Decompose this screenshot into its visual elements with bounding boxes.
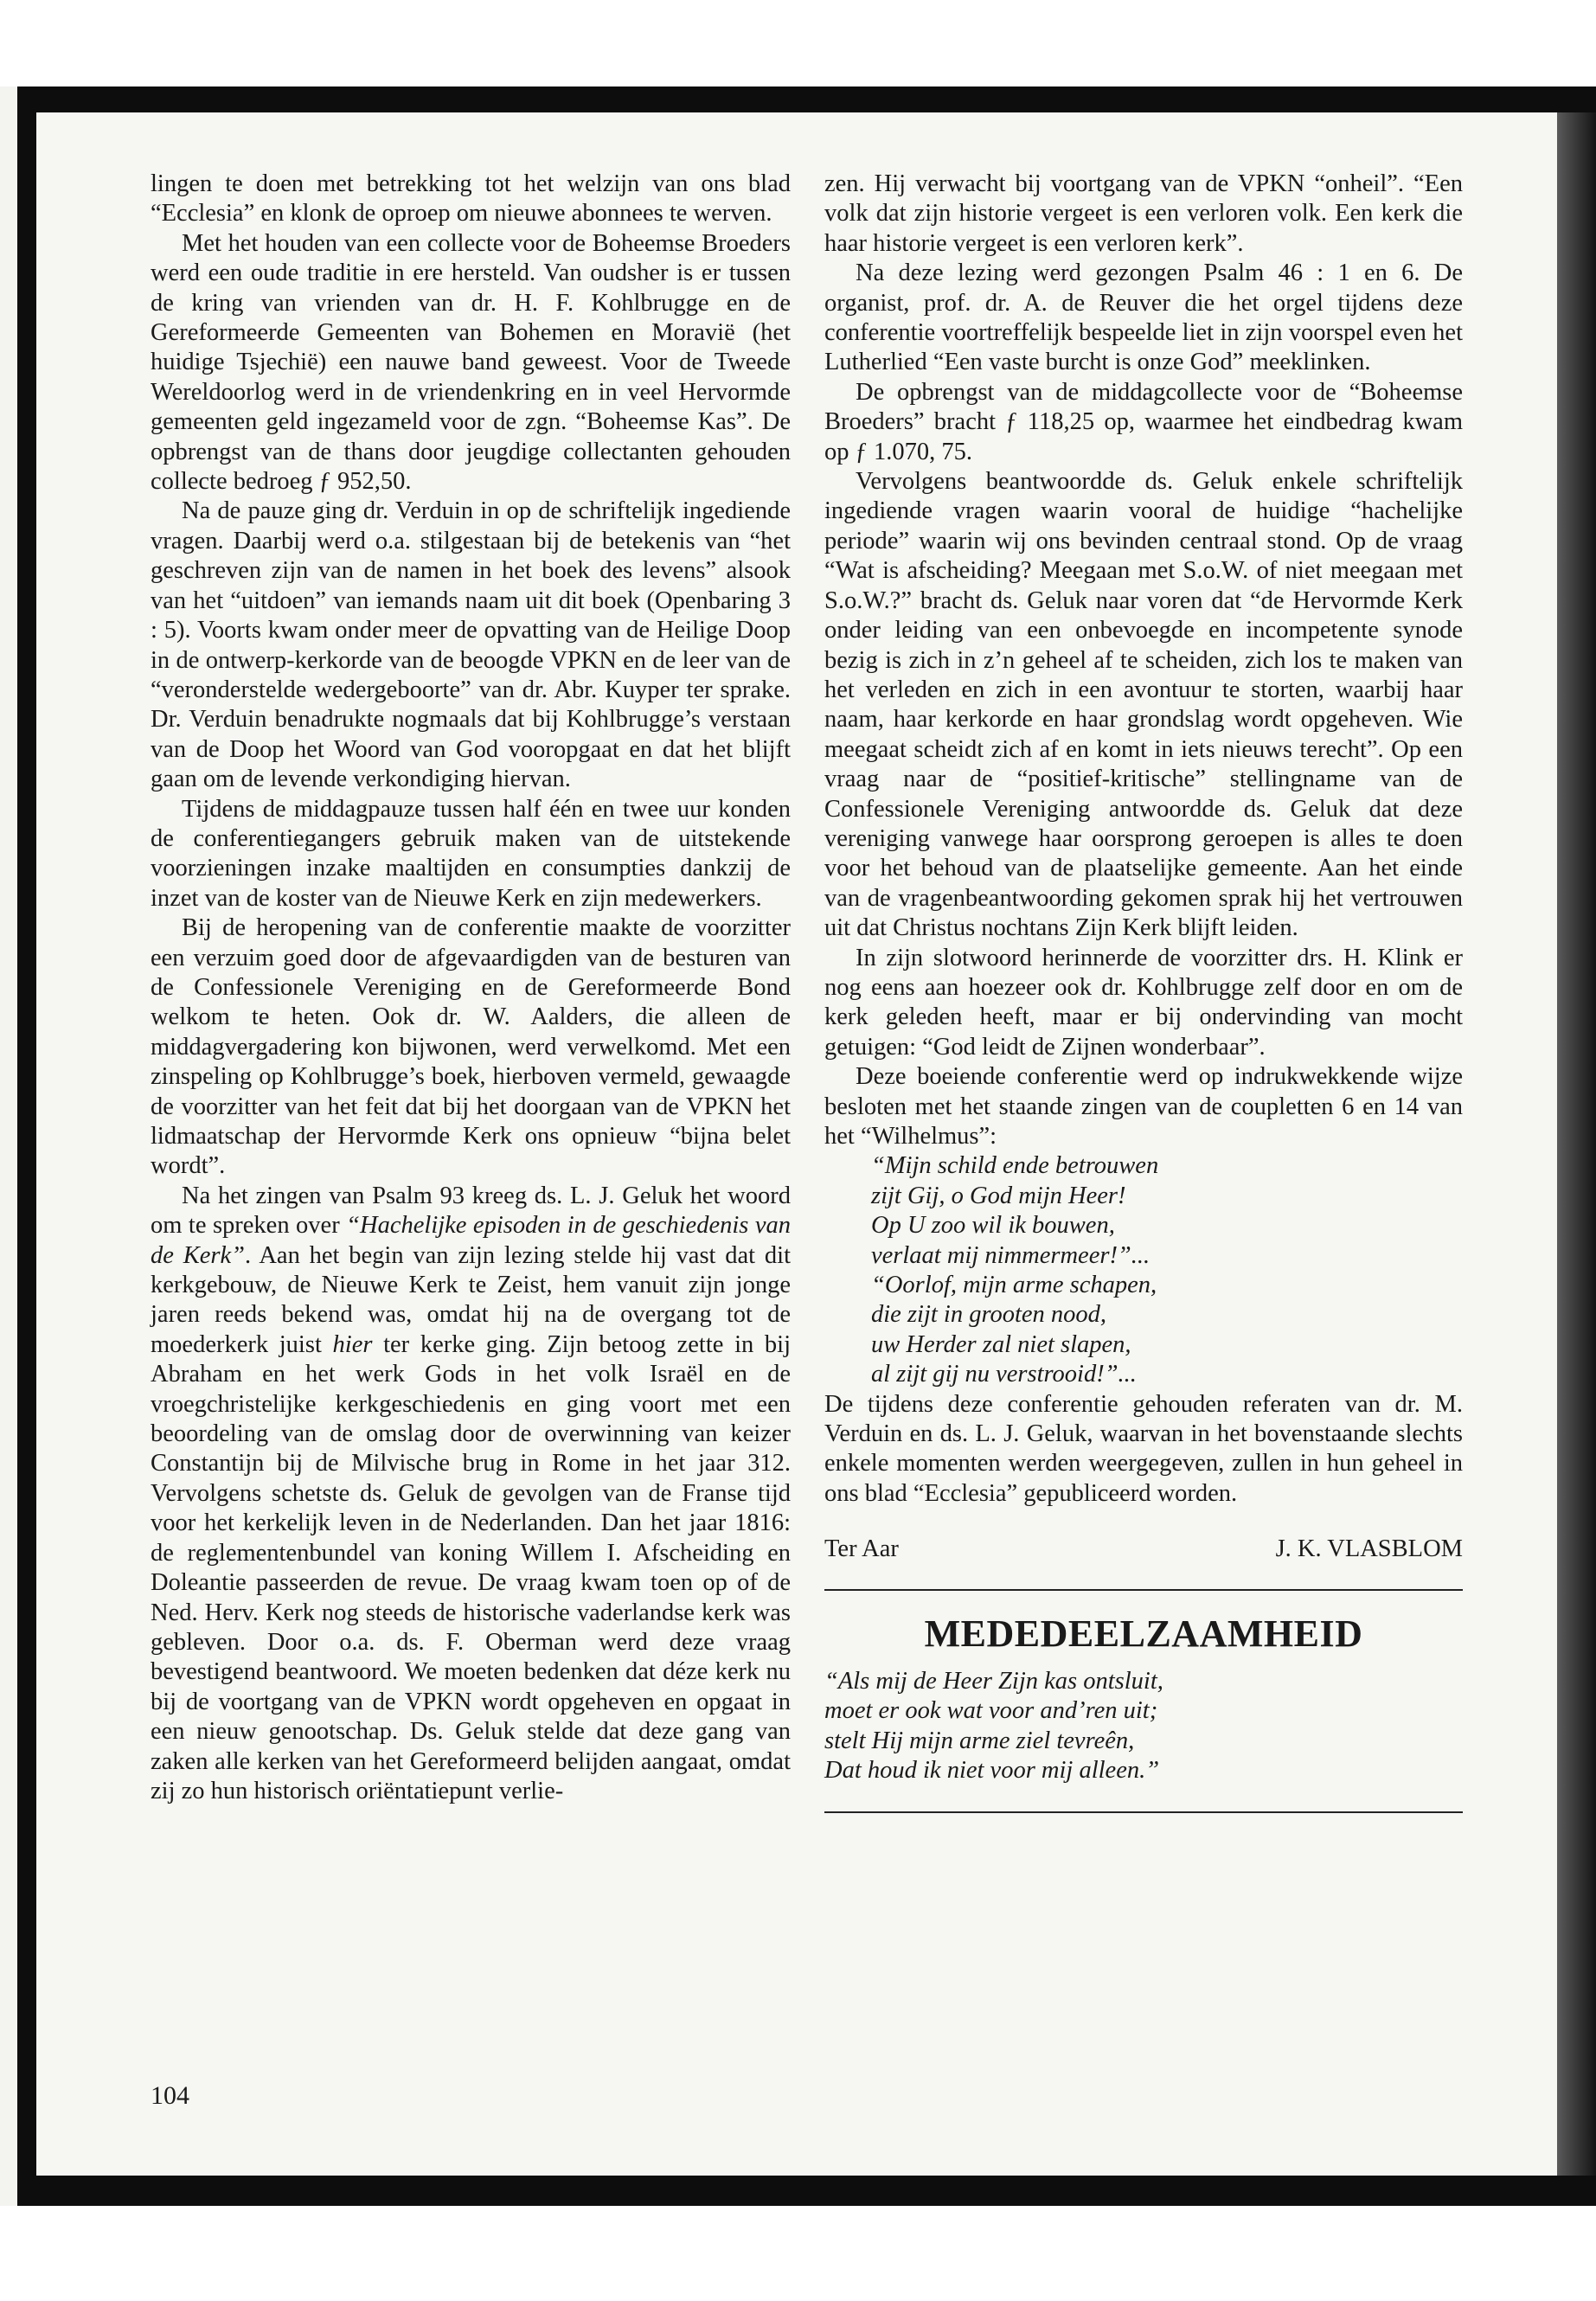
divider-top <box>824 1589 1463 1591</box>
paragraph: Deze boeiende conferentie werd op indrukwekkende wijze besloten met het staande zingen van de coupletten 6 en 14 van het “Wilhelmus”: <box>824 1063 1463 1150</box>
signature-author: J. K. VLASBLOM <box>1275 1535 1463 1563</box>
announcement-title: MEDEDEELZAAMHEID <box>924 1612 1363 1655</box>
paragraph: Bij de heropening van de conferentie maakte de voorzitter een verzuim goed door de afgevaardigden van de besturen van de Confessionele Vereniging en de Gereformeerde Bond welkom te heten. Ook dr. W. Aalders, die alleen de middagvergadering kon bijwonen, werd verwelkomd. Met een zinspeling op Kohlbrugge’s boek, hierboven vermeld, gewaagde de voorzitter van het feit dat bij het doorgaan van de VPKN het lidmaatschap der Hervormde Kerk ons opnieuw “bijna belet wordt”. <box>151 914 791 1180</box>
text-run: Na het zingen van Psalm 93 kreeg ds. L. J. Geluk het woord om te spreken over <box>151 1182 791 1240</box>
announcement-poem <box>824 1667 1463 1786</box>
closing-paragraph: De tijdens deze conferentie gehouden referaten van dr. M. Verduin en ds. L. J. Geluk, waarvan in het bovenstaande slechts enkele momenten werden weergegeven, zullen in hun geheel in ons blad “Ecclesia” gepubliceerd worden. <box>824 1390 1463 1507</box>
scan-frame-right <box>1557 112 1596 2206</box>
scan-frame-left <box>17 87 36 2206</box>
poem-line: verlaat mij nimmermeer!”... <box>871 1241 1151 1269</box>
paragraph <box>151 1182 791 1807</box>
poem-line: uw Herder zal niet slapen, <box>871 1330 1131 1358</box>
paragraph: Met het houden van een collecte voor de Boheemse Broeders werd een oude traditie in ere hersteld. Van oudsher is er tussen de kring van vrienden van dr. H. F. Kohlbrugge en de Gereformeerde Gemeenten van Bohemen en Moravië (het huidige Tsjechië) een nauwe band geweest. Voor de Tweede Wereldoorlog werd in de vriendenkring en in veel Hervormde gemeenten geld ingezameld voor de zgn. “Boheemse Kas”. De opbrengst van de thans door jeugdige collectanten gehouden collecte bedroeg ƒ 952,50. <box>151 229 791 496</box>
scan-frame-bottom <box>17 2176 1596 2206</box>
poem-line: zijt Gij, o God mijn Heer! <box>871 1182 1126 1209</box>
poem-line: moet er ook wat voor and’ren uit; <box>824 1697 1158 1725</box>
signature-place: Ter Aar <box>824 1535 899 1563</box>
paragraph: In zijn slotwoord herinnerde de voorzitter drs. H. Klink er nog eens aan hoezeer ook dr. Kohlbrugge zelf door en om de kerk geleden heeft, maar er bij ondervinding van mocht getuigen: “God leidt de Zijnen wonderbaar”. <box>824 944 1463 1061</box>
paragraph: lingen te doen met betrekking tot het welzijn van ons blad “Ecclesia” en klonk de oproep om nieuwe abonnees te werven. <box>151 170 791 228</box>
poem-line: “Mijn schild ende betrouwen <box>871 1152 1159 1180</box>
paragraph: Na de pauze ging dr. Verduin in op de schriftelijk ingediende vragen. Daarbij werd o.a. stilgestaan bij de betekenis van “het geschreven zijn van de namen in het boek des levens” alsook van het “uitdoen” van iemands naam uit dit boek (Openbaring 3 : 5). Voorts kwam onder meer de opvatting van de Heilige Doop in de ontwerp-kerkorde van de beoogde VPKN en de leer van de “veronderstelde wedergeboorte” van dr. Abr. Kuyper ter sprake. Dr. Verduin benadrukte nogmaals dat bij Kohlbrugge’s verstaan van de Doop het Woord van God vooropgaat en dat het blijft gaan om de levende verkondiging hiervan. <box>151 497 791 793</box>
scan-frame-top <box>17 87 1596 112</box>
divider-bottom <box>824 1811 1463 1813</box>
text-run: . Aan het begin van zijn lezing stelde hij vast dat dit kerkgebouw, de Nieuwe Kerk te Zeist, hem vanuit zijn jonge jaren reeds bekend was, omdat hij na de overgang tot de moederkerk juist <box>151 1241 791 1358</box>
poem-line: Dat houd ik niet voor mij alleen.” <box>824 1756 1160 1784</box>
poem-line: Op U zoo wil ik bouwen, <box>871 1212 1115 1240</box>
page-number: 104 <box>151 2081 189 2110</box>
paragraph: Vervolgens beantwoordde ds. Geluk enkele schriftelijk ingediende vragen waarin vooral de huidige “hachelijke periode” waarin wij ons bevinden centraal stond. Op de vraag “Wat is afscheiding? Meegaan met S.o.W. of niet meegaan met S.o.W.?” bracht ds. Geluk naar voren dat “de Hervormde Kerk onder leiding van een onbevoegde en incompetente synode bezig is zich in z’n geheel af te scheiden, zich los te maken van het verleden en zich in een avontuur te storten, waarbij haar naam, haar kerkorde en haar grondslag wordt opgeheven. Wie meegaat scheidt zich af en komt in iets nieuws terecht”. Op een vraag naar de “positief-kritische” stellingname van de Confessionele Vereniging antwoordde ds. Geluk dat deze vereniging vanwege haar oorsprong geroepen is alles te doen voor het behoud van de plaatselijke gemeente. Aan het einde van de vragenbeantwoording gekomen sprak hij het vertrouwen uit dat Christus nochtans Zijn Kerk blijft leiden. <box>824 468 1463 942</box>
paragraph: Na deze lezing werd gezongen Psalm 46 : 1 en 6. De organist, prof. dr. A. de Reuver die het orgel tijdens deze conferentie voortreffelijk bespeelde liet in zijn voorspel even het Lutherlied “Een vaste burcht is onze God” meeklinken. <box>824 260 1463 376</box>
paragraph: De opbrengst van de middagcollecte voor de “Boheemse Broeders” bracht ƒ 118,25 op, waarmee het eindbedrag kwam op ƒ 1.070, 75. <box>824 378 1463 465</box>
poem-line: die zijt in grooten nood, <box>871 1301 1107 1329</box>
emphasis: hier <box>332 1330 373 1358</box>
scan-margin-top <box>0 0 1596 87</box>
right-column <box>824 170 1463 1813</box>
poem-line: “Als mij de Heer Zijn kas ontsluit, <box>824 1667 1163 1695</box>
left-column <box>151 170 791 1806</box>
poem-line: “Oorlof, mijn arme schapen, <box>871 1272 1157 1299</box>
paragraph: zen. Hij verwacht bij voortgang van de VPKN “onheil”. “Een volk dat zijn historie vergeet is een verloren volk. Een kerk die haar historie vergeet is een verloren kerk”. <box>824 170 1463 257</box>
wilhelmus-poem <box>871 1151 1463 1389</box>
lecture-title: “Hachelijke episoden in de geschiedenis van de Kerk” <box>151 1212 791 1269</box>
signature <box>824 1535 1463 1564</box>
paragraph: Tijdens de middagpauze tussen half één en twee uur konden de conferentiegangers gebruik maken van de uitstekende voorzieningen inzake maaltijden en consumpties dankzij de inzet van de koster van de Nieuwe Kerk en zijn medewerkers. <box>151 795 791 912</box>
text-run: ter kerke ging. Zijn betoog zette in bij Abraham en het werk Gods in het volk Israël en de vroegchristelijke kerkgeschiedenis en ging voort met een beoordeling van de omslag door de overwinning van keizer Constantijn bij de Milvische brug in Rome in het jaar 312. Vervolgens schetste ds. Geluk de gevolgen van de Franse tijd voor het kerkelijk leven in de Nederlanden. Dan het jaar 1816: de reglementenbundel van koning Willem I. Afscheiding en Doleantie passeerden de revue. De vraag kwam toen op of de Ned. Herv. Kerk nog steeds de historische vaderlandse kerk was gebleven. Door o.a. ds. F. Oberman werd deze vraag bevestigend beantwoord. We moeten bedenken dat déze kerk nu bij de voortgang van de VPKN wordt opgeheven en opgaat in een nieuw genootschap. Ds. Geluk stelde dat deze gang van zaken alle kerken van het Gereformeerd belijden aangaat, omdat zij zo hun historisch oriëntatiepunt verlie- <box>151 1330 791 1804</box>
scan-margin-bottom <box>0 2206 1596 2301</box>
poem-line: al zijt gij nu verstrooid!”... <box>871 1361 1137 1388</box>
poem-line: stelt Hij mijn arme ziel tevreên, <box>824 1727 1135 1754</box>
